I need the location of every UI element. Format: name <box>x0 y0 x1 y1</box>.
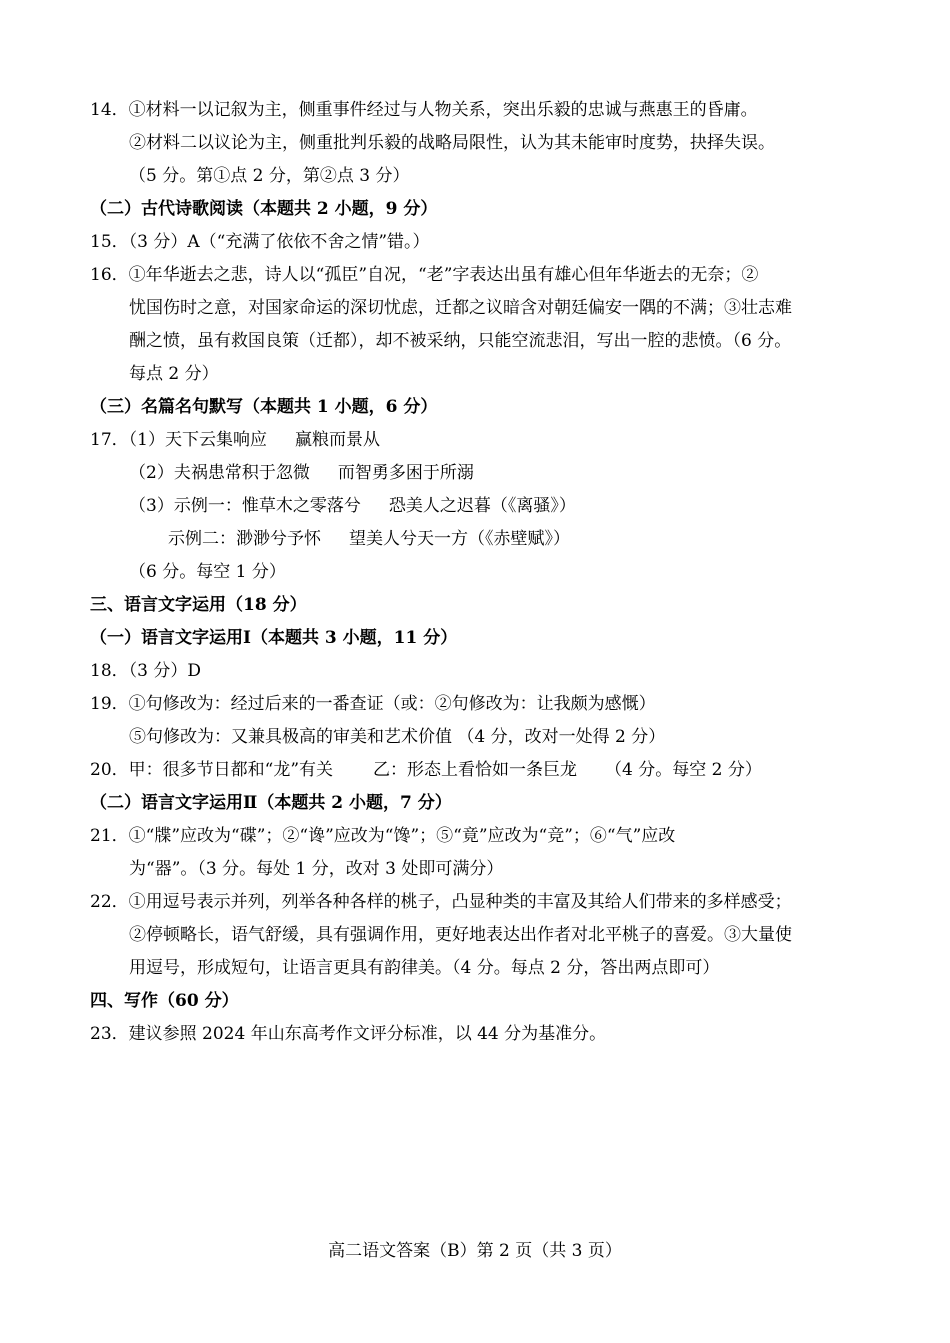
q17-line3-part-a: （3）示例一：惟草木之零落兮 <box>129 496 361 516</box>
section-language-use-2-heading: （二）语言文字运用Ⅱ（本题共 2 小题，7 分） <box>90 793 452 813</box>
section-famous-quotes-heading: （三）名篇名句默写（本题共 1 小题，6 分） <box>90 397 438 417</box>
q17-line4-part-a: 示例二：渺渺兮予怀 <box>168 529 321 549</box>
q23-answer: 23．建议参照 2024 年山东高考作文评分标准，以 44 分为基准分。 <box>90 1024 607 1044</box>
q20-answer <box>90 758 762 782</box>
q19-line1: 19．①句修改为：经过后来的一番查证（或：②句修改为：让我颇为感慨） <box>90 694 656 714</box>
q22-line2: ②停顿略长，语气舒缓，具有强调作用，更好地表达出作者对北平桃子的喜爱。③大量使 <box>129 925 792 945</box>
q14-line2: ②材料二以议论为主，侧重批判乐毅的战略局限性，认为其未能审时度势，抉择失误。 <box>129 133 775 153</box>
q15-answer: 15．（3 分）A（“充满了依依不舍之情”错。） <box>90 232 430 252</box>
q17-line4 <box>168 527 570 551</box>
q17-line2-part-b: 而智勇多困于所溺 <box>337 463 474 483</box>
q17-score-note: （6 分。每空 1 分） <box>129 562 286 582</box>
q18-answer: 18．（3 分）D <box>90 661 201 681</box>
q22-line1: 22．①用逗号表示并列，列举各种各样的桃子，凸显种类的丰富及其给人们带来的多样感受； <box>90 892 792 912</box>
q14-line1: 14．①材料一以记叙为主，侧重事件经过与人物关系，突出乐毅的忠诚与燕惠王的昏庸。 <box>90 100 758 120</box>
page-footer: 高二语文答案（B）第 2 页（共 3 页） <box>328 1241 622 1261</box>
q22-line3: 用逗号，形成短句，让语言更具有韵律美。（4 分。每点 2 分，答出两点即可） <box>129 958 720 978</box>
q16-line3: 酬之愤，虽有救国良策（迁都），却不被采纳，只能空流悲泪，写出一腔的悲愤。（6 分。 <box>129 331 792 351</box>
q19-line2: ⑤句修改为：又兼具极高的审美和艺术价值 （4 分，改对一处得 2 分） <box>129 727 666 747</box>
q16-line1: 16．①年华逝去之悲，诗人以“孤臣”自况，“老”字表达出虽有雄心但年华逝去的无奈；② <box>90 265 759 285</box>
q21-line1: 21．①“牒”应改为“碟”；②“谗”应改为“馋”；⑤“竟”应改为“竞”；⑥“气”应改 <box>90 826 676 846</box>
q20-part-b: 乙：形态上看恰如一条巨龙 <box>373 760 578 780</box>
q17-line1-part-a: 17．（1）天下云集响应 <box>90 430 267 450</box>
q17-line1-part-b: 赢粮而景从 <box>294 430 380 450</box>
q17-line2 <box>129 461 474 485</box>
q20-score-note: （4 分。每空 2 分） <box>605 760 762 780</box>
q16-line4: 每点 2 分） <box>129 364 219 384</box>
q17-line4-part-b: 望美人兮天一方（《赤壁赋》） <box>349 529 570 549</box>
q20-part-a: 20．甲：很多节日都和“龙”有关 <box>90 760 334 780</box>
section-language-use-heading: 三、语言文字运用（18 分） <box>90 595 307 615</box>
q17-line1 <box>90 428 380 452</box>
q21-line2: 为“器”。（3 分。每处 1 分，改对 3 处即可满分） <box>129 859 504 879</box>
section-ancient-poetry-heading: （二）古代诗歌阅读（本题共 2 小题，9 分） <box>90 199 438 219</box>
q17-line3 <box>129 494 576 518</box>
q17-line2-part-a: （2）夫祸患常积于忽微 <box>129 463 310 483</box>
q16-line2: 忧国伤时之意，对国家命运的深切忧虑，迁都之议暗含对朝廷偏安一隅的不满；③壮志难 <box>129 298 792 318</box>
section-language-use-1-heading: （一）语言文字运用Ⅰ（本题共 3 小题，11 分） <box>90 628 458 648</box>
q14-line3: （5 分。第①点 2 分，第②点 3 分） <box>129 166 410 186</box>
section-writing-heading: 四、写作（60 分） <box>90 991 239 1011</box>
q17-line3-part-b: 恐美人之迟暮（《离骚》） <box>388 496 576 516</box>
